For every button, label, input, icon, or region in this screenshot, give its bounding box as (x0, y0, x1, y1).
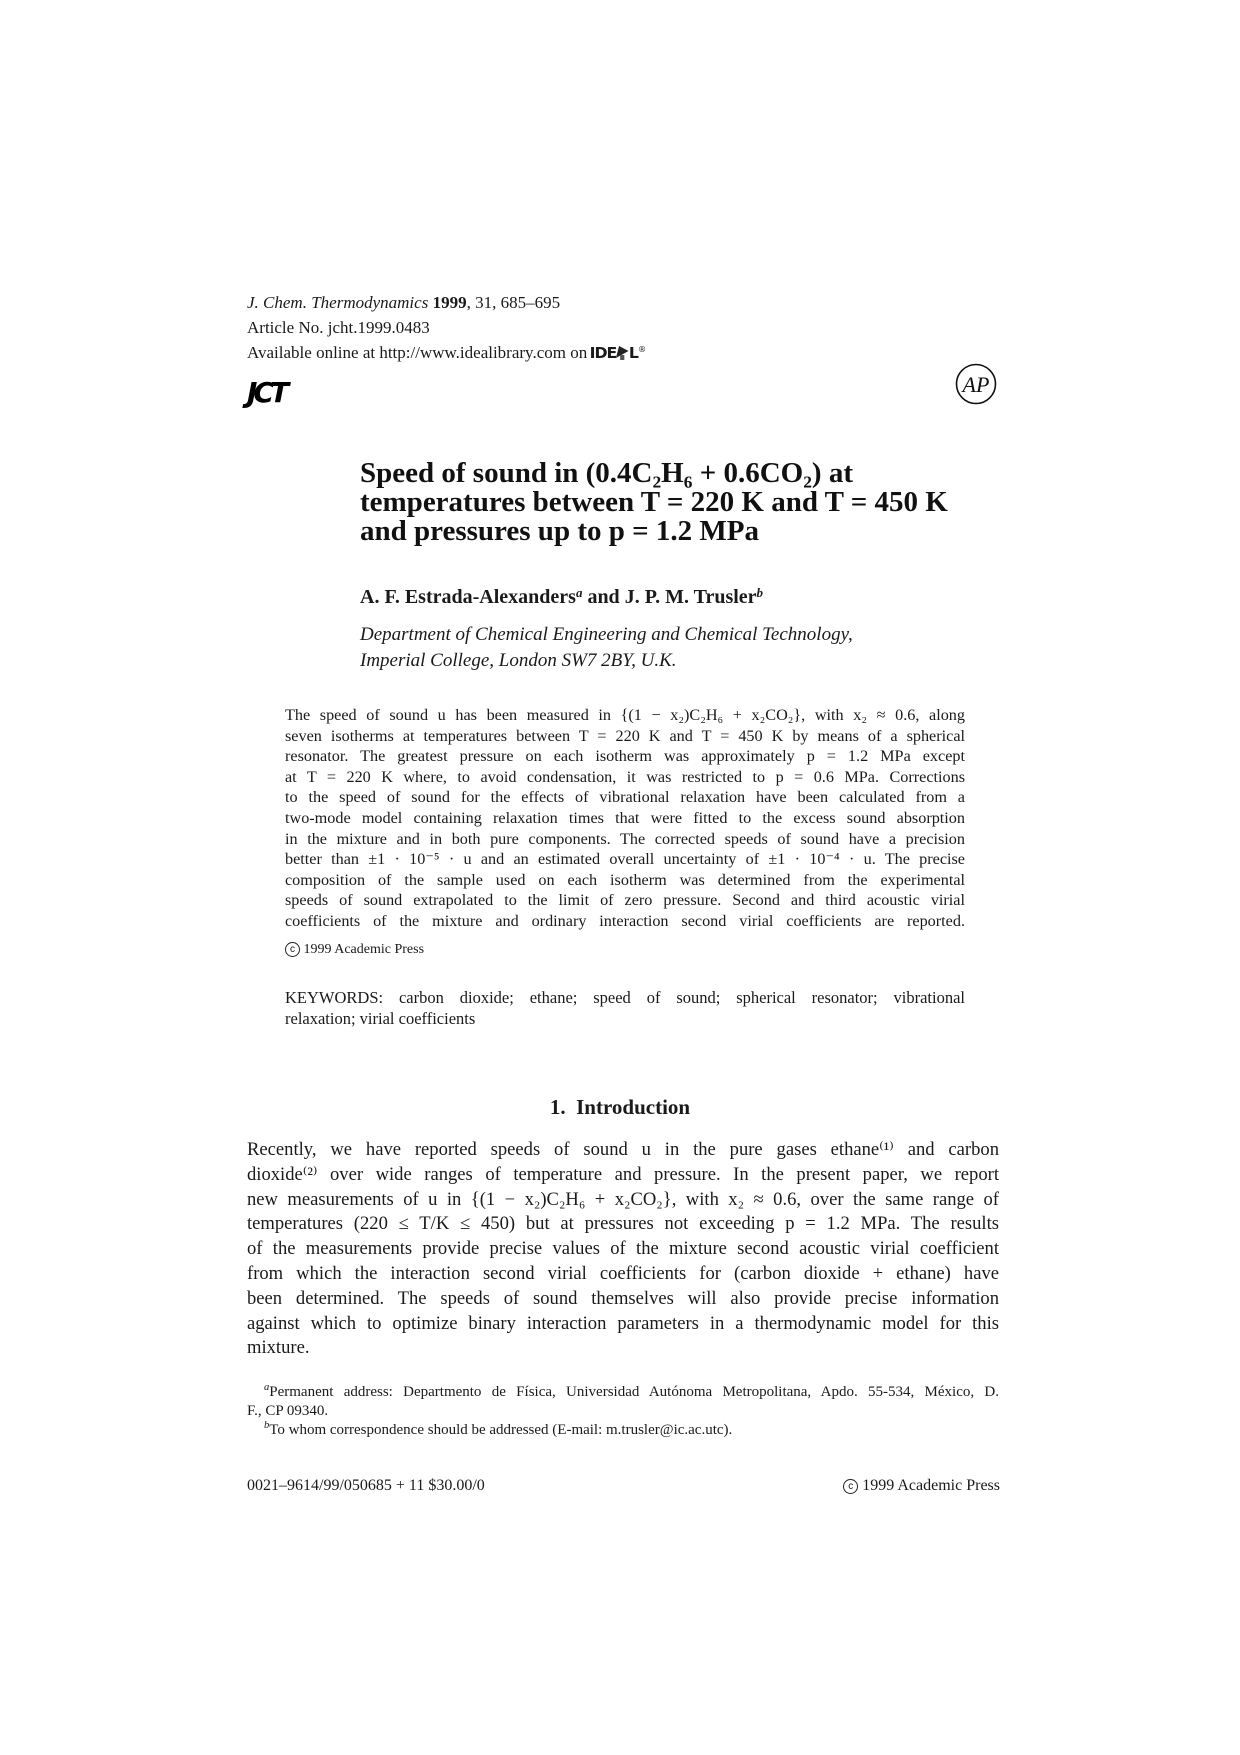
footnote-a-text: Permanent address: Departmento de Física, Universidad Autónoma Metropolitana, Apdo. 55-534, México, D. (269, 1384, 999, 1400)
abstract-line: seven isotherms at temperatures between T = 220 K and T = 450 K by means of a spherical (285, 726, 965, 745)
author-list (360, 586, 763, 609)
title-line-2: temperatures between T = 220 K and T = 450 K (360, 486, 948, 518)
abstract-line: coefficients of the mixture and ordinary interaction second virial coefficients are reported. (285, 911, 965, 930)
abstract-line: better than ±1 · 10⁻⁵ · u and an estimated overall uncertainty of ±1 · 10⁻⁴ · u. The precise (285, 850, 965, 869)
author-1: A. F. Estrada-Alexanders (360, 586, 576, 608)
footnote-a-mark: a (264, 1382, 270, 1393)
keywords-line-1: KEYWORDS: carbon dioxide; ethane; speed of sound; spherical resonator; vibrational (285, 988, 965, 1007)
intro-line: against which to optimize binary interaction parameters in a thermodynamic model for this (247, 1312, 999, 1334)
abstract-line: in the mixture and in both pure components. The corrected speeds of sound have a precision (285, 829, 965, 848)
affiliation-line-2: Imperial College, London SW7 2BY, U.K. (360, 650, 677, 671)
academic-press-logo-icon (955, 363, 997, 405)
copyright-icon: c (285, 942, 300, 957)
intro-line: Recently, we have reported speeds of sound u in the pure gases ethane⁽¹⁾ and carbon (247, 1139, 999, 1160)
footer-copyright (830, 1477, 1000, 1495)
ideal-logo: IDE L® (590, 344, 646, 362)
author-2: J. P. M. Trusler (624, 586, 757, 608)
article-number: Article No. jcht.1999.0483 (247, 318, 430, 337)
abstract-line: to the speed of sound for the effects of vibrational relaxation have been calculated from a (285, 788, 965, 807)
affiliation-line-1: Department of Chemical Engineering and Chemical Technology, (360, 624, 853, 645)
intro-line: dioxide⁽²⁾ over wide ranges of temperature and pressure. In the present paper, we report (247, 1163, 999, 1185)
paper-title (360, 459, 1020, 546)
introduction-body (247, 1138, 999, 1361)
availability-text: Available online at http://www.idealibrary.com on (247, 343, 588, 362)
author-2-mark: b (756, 585, 764, 600)
abstract-line: at T = 220 K where, to avoid condensation, it was restricted to p = 0.6 MPa. Corrections (285, 767, 965, 786)
footer-code: 0021–9614/99/050685 + 11 $30.00/0 (247, 1477, 485, 1494)
footnote-b-text: To whom correspondence should be addressed (E-mail: m.trusler@ic.ac.utc). (269, 1422, 733, 1438)
abstract-line: The speed of sound u has been measured in {(1 − x₂)C₂H₆ + x₂CO₂}, with x₂ ≈ 0.6, along (285, 706, 965, 724)
keywords-line-2: relaxation; virial coefficients (285, 1009, 476, 1028)
abstract-line: composition of the sample used on each isotherm was determined from the experimental (285, 870, 965, 889)
abstract (285, 705, 965, 932)
ap-logo-text: AP (962, 372, 990, 397)
footnote-a-continuation: F., CP 09340. (247, 1403, 329, 1419)
footnote-b-mark: b (264, 1420, 270, 1431)
intro-line: mixture. (247, 1337, 310, 1359)
abstract-line: speeds of sound extrapolated to the limit of zero pressure. Second and third acoustic virial (285, 891, 965, 910)
intro-line: new measurements of u in {(1 − x₂)C₂H₆ + x₂CO₂}, with x₂ ≈ 0.6, over the same range of (247, 1188, 999, 1210)
availability-line (247, 340, 644, 366)
section-heading: 1. Introduction (549, 1095, 691, 1119)
intro-line: of the measurements provide precise values of the mixture second acoustic virial coefficient (247, 1238, 999, 1260)
intro-line: been determined. The speeds of sound themselves will also provide precise information (247, 1287, 999, 1309)
footnotes (247, 1383, 999, 1440)
title-line-1: Speed of sound in (0.4C₂H₆ + 0.6CO₂) at (360, 457, 853, 489)
intro-line: from which the interaction second virial coefficients for (carbon dioxide + ethane) have (247, 1262, 999, 1284)
abstract-copyright-text: 1999 Academic Press (300, 942, 425, 957)
intro-line: temperatures (220 ≤ T/K ≤ 450) but at pressures not exceeding p = 1.2 MPa. The results (247, 1213, 999, 1235)
abstract-copyright (285, 942, 424, 958)
author-1-mark: a (575, 585, 583, 600)
affiliation (360, 622, 853, 674)
abstract-line: resonator. The greatest pressure on each isotherm was approximately p = 1.2 MPa except (285, 747, 965, 766)
journal-volume-pages: , 31, 685–695 (466, 293, 561, 312)
jct-logo: JCT (247, 376, 286, 409)
ideal-arrow-icon (617, 346, 630, 360)
footnote-a (247, 1383, 999, 1402)
journal-name: J. Chem. Thermodynamics (247, 293, 429, 312)
copyright-icon: c (843, 1479, 858, 1494)
footer-copyright-text: 1999 Academic Press (858, 1477, 1000, 1494)
author-connector: and (582, 586, 625, 608)
footnote-b (247, 1421, 999, 1440)
journal-citation (247, 290, 560, 315)
abstract-line: two-mode model containing relaxation times that were fitted to the excess sound absorption (285, 808, 965, 827)
journal-year: 1999 (432, 293, 467, 312)
keywords (285, 987, 965, 1029)
title-line-3: and pressures up to p = 1.2 MPa (360, 515, 759, 547)
